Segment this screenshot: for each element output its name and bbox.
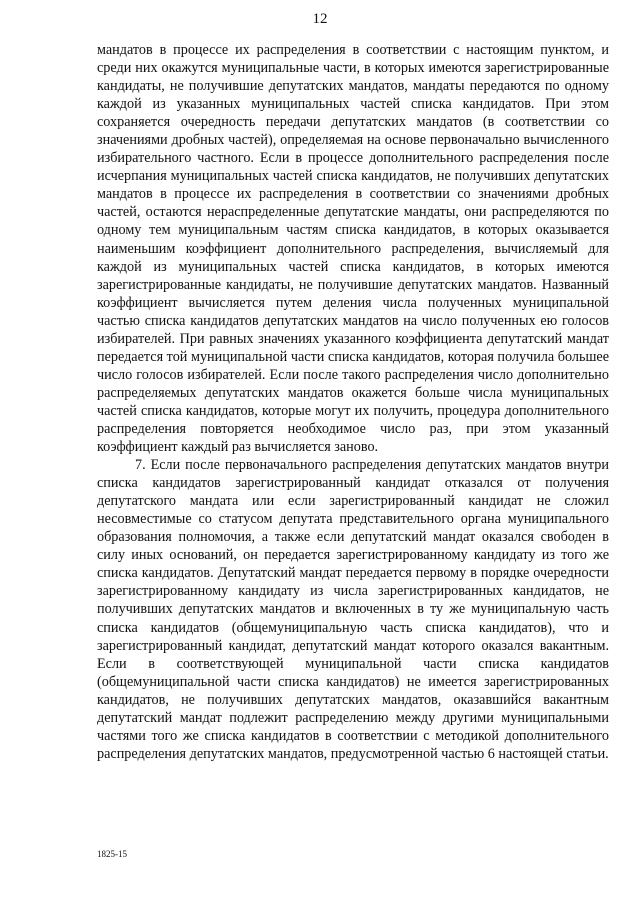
paragraph-item-7: 7. Если после первоначального распределения депутатских мандатов внутри списка кандидатов зарегистрированный кандидат отказался от получения депутатского мандата или если зарегистрированный кандидат не сложил несовместимые со статусом депутата представительного органа муниципального образования полномочия, а также если депутатский мандат оказался свободен в силу иных оснований, он передается зарегистрированному кандидату из того же списка кандидатов. Депутатский мандат передается первому в порядке очередности зарегистрированному кандидату из числа зарегистрированных кандидатов, не получивших депутатских мандатов и включенных в ту же муниципальную часть списка кандидатов (общемуниципальную часть списка кандидатов), что и зарегистрированный кандидат, депутатский мандат которого оказался вакантным. Если в соответствующей муниципальной части списка кандидатов (общемуниципальной части списка кандидатов) не имеется зарегистрированных кандидатов, не получивших депутатских мандатов, оказавшийся вакантным депутатский мандат подлежит распределению между другими муниципальными частями того же списка кандидатов в соответствии с методикой дополнительного распределения депутатских мандатов, предусмотренной частью 6 настоящей статьи. <box>97 457 609 762</box>
page-number: 12 <box>312 11 328 27</box>
document-code: 1825-15 <box>97 849 127 859</box>
document-body <box>97 41 609 763</box>
paragraph-continuation: мандатов в процессе их распределения в соответствии с настоящим пунктом, и среди них окажутся муниципальные части, в которых имеются зарегистрированные кандидаты, не получившие депутатских мандатов, мандаты передаются по одному каждой из указанных муниципальных частей списка кандидатов. При этом сохраняется очередность передачи депутатских мандатов (в соответствии со значениями дробных частей), определяемая на основе первоначально вычисленного избирательного частного. Если в процессе дополнительного распределения после исчерпания муниципальных частей списка кандидатов, не получивших депутатских мандатов в процессе их распределения в соответствии со значениями дробных частей, остаются нераспределенные депутатские мандаты, они распределяются по одному тем муниципальным частям списка кандидатов, в которых оказывается наименьшим коэффициент дополнительного распределения, вычисляемый для каждой из муниципальных частей списка кандидатов, в которых имеются зарегистрированные кандидаты, не получившие депутатских мандатов. Названный коэффициент вычисляется путем деления числа полученных муниципальной частью списка кандидатов депутатских мандатов на число полученных ею голосов избирателей. При равных значениях указанного коэффициента депутатский мандат передается той муниципальной части списка кандидатов, которая получила большее число голосов избирателей. Если после такого распределения число дополнительно распределяемых депутатских мандатов окажется больше числа муниципальных частей списка кандидатов, которые могут их получить, процедура дополнительного распределения повторяется необходимое число раз, при этом указанный коэффициент каждый раз вычисляется заново. <box>97 42 609 456</box>
